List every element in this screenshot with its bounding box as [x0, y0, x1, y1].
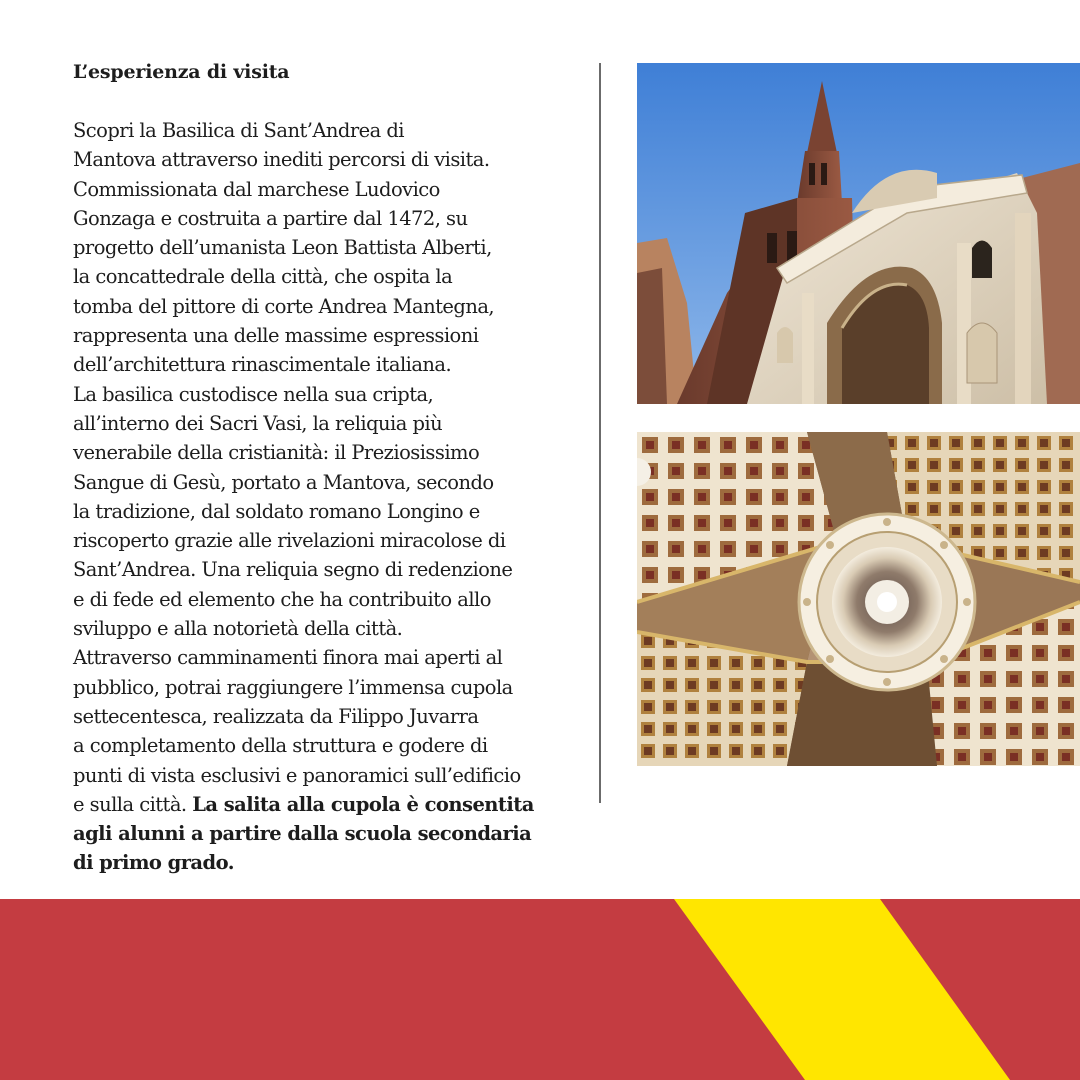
- basilica-facade-illustration: [637, 63, 1080, 404]
- basilica-facade-photo: [637, 63, 1080, 404]
- body-line: La basilica custodisce nella sua cripta,: [73, 382, 434, 406]
- body-line-mixed: [73, 790, 593, 819]
- body-line: Scopri la Basilica di Sant’Andrea di: [73, 119, 404, 142]
- body-line-plain-part: e sulla città.: [73, 792, 193, 816]
- dome-interior-illustration: [637, 432, 1080, 766]
- article-body: [73, 116, 593, 878]
- column-divider: [599, 63, 601, 803]
- body-line: settecentesca, realizzata da Filippo Juvarra: [73, 704, 479, 728]
- body-line: la concattedrale della città, che ospita la: [73, 265, 453, 289]
- body-line: Sant’Andrea. Una reliquia segno di redenzione: [73, 558, 513, 582]
- body-line: punti di vista esclusivi e panoramici sull’edificio: [73, 763, 521, 787]
- body-line: riscoperto grazie alle rivelazioni miracolose di: [73, 529, 506, 553]
- body-line: pubblico, potrai raggiungere l’immensa cupola: [73, 675, 513, 699]
- body-line: sviluppo e alla notorietà della città.: [73, 617, 403, 641]
- body-line: Sangue di Gesù, portato a Mantova, secondo: [73, 470, 494, 494]
- dome-interior-photo: [637, 432, 1080, 766]
- body-line: Gonzaga e costruita a partire dal 1472, su: [73, 206, 468, 230]
- body-line-bold: di primo grado.: [73, 851, 234, 875]
- body-line: all’interno dei Sacri Vasi, la reliquia più: [73, 411, 443, 435]
- body-line-bold: agli alunni a partire dalla scuola secondaria: [73, 822, 532, 846]
- body-line: a completamento della struttura e godere di: [73, 734, 488, 758]
- body-line: progetto dell’umanista Leon Battista Alberti,: [73, 236, 492, 260]
- body-line: Mantova attraverso inediti percorsi di visita.: [73, 148, 490, 172]
- body-line: rappresenta una delle massime espressioni: [73, 324, 479, 348]
- footer-color-band: [0, 899, 1080, 1080]
- footer-diagonal-stripe: [0, 899, 1080, 1080]
- body-line: dell’architettura rinascimentale italiana.: [73, 353, 452, 377]
- article-text-column: [73, 58, 593, 878]
- article-heading: L’esperienza di visita: [73, 61, 290, 83]
- body-line: la tradizione, dal soldato romano Longino e: [73, 499, 480, 523]
- body-line-bold-part: La salita alla cupola è consentita: [192, 792, 534, 816]
- body-line: Attraverso camminamenti finora mai aperti al: [73, 646, 503, 670]
- body-line: Commissionata dal marchese Ludovico: [73, 177, 440, 201]
- body-line: tomba del pittore di corte Andrea Mantegna,: [73, 294, 495, 318]
- body-line: venerabile della cristianità: il Preziosissimo: [73, 441, 480, 465]
- body-line: e di fede ed elemento che ha contribuito allo: [73, 587, 491, 611]
